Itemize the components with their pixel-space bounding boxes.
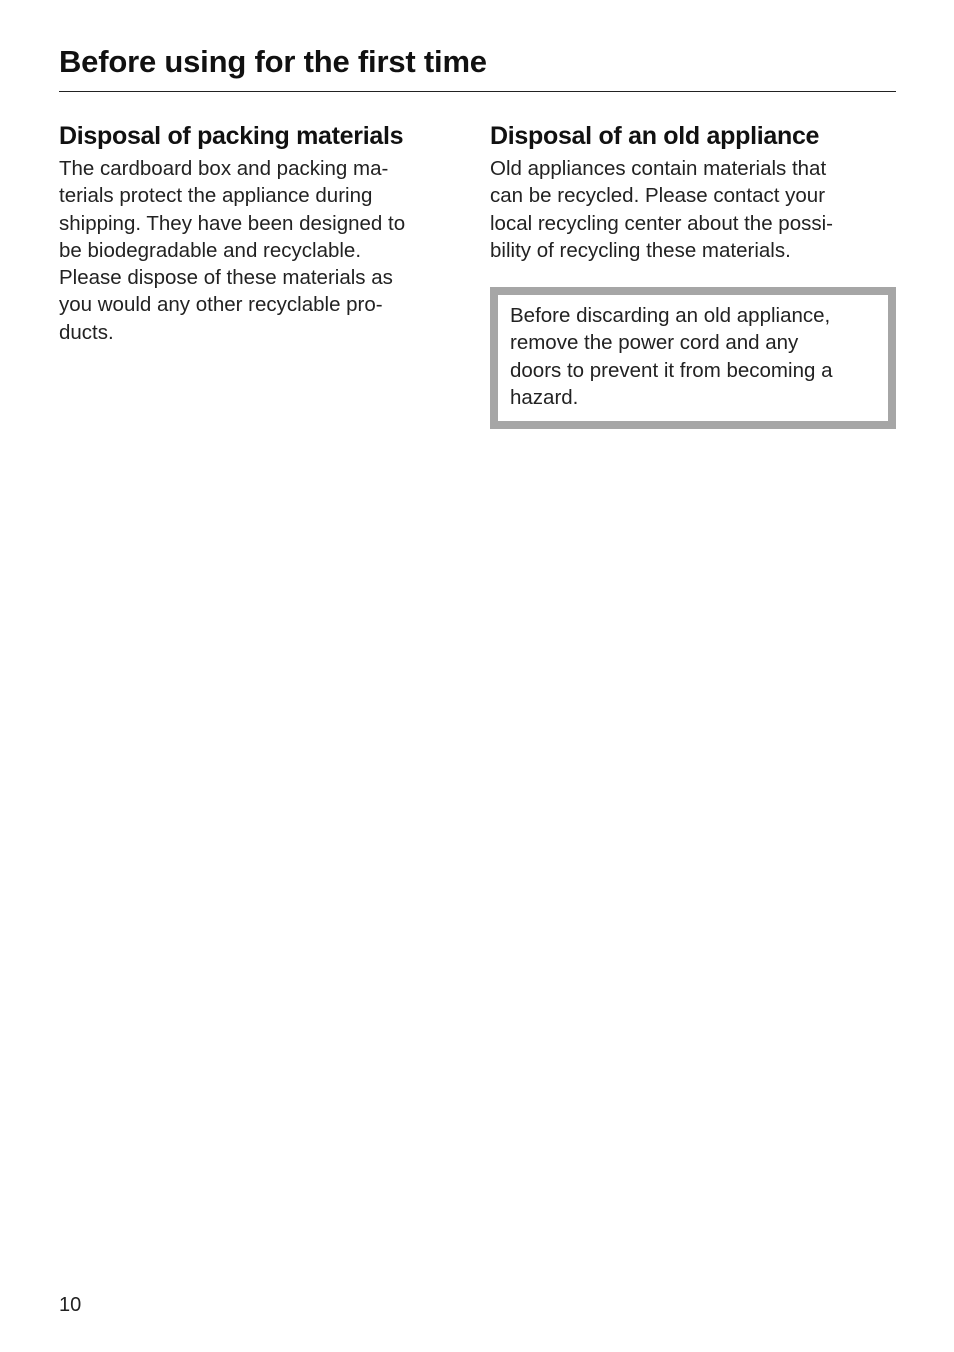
warning-box (490, 287, 896, 429)
old-appliance-section (490, 118, 896, 429)
page-title: Before using for the first time (59, 44, 487, 79)
packing-line: terials protect the appliance during (59, 184, 373, 208)
old-appliance-line: can be recycled. Please contact your (490, 184, 826, 208)
warning-line: hazard. (510, 386, 579, 410)
warning-line: doors to prevent it from becoming a (510, 358, 833, 382)
packing-line: ducts. (59, 320, 114, 344)
title-divider (59, 91, 896, 92)
packing-line: be biodegradable and recyclable. (59, 238, 362, 262)
old-appliance-line: local recycling center about the possi- (490, 211, 833, 235)
warning-line: remove the power cord and any (510, 331, 799, 355)
packing-section (59, 118, 459, 346)
warning-line: Before discarding an old appliance, (510, 304, 831, 328)
packing-paragraph (59, 155, 459, 346)
page-number: 10 (59, 1294, 82, 1316)
packing-line: shipping. They have been designed to (59, 211, 406, 235)
warning-text (510, 302, 878, 411)
packing-line: Please dispose of these materials as (59, 266, 393, 290)
old-appliance-paragraph (490, 155, 896, 264)
packing-heading: Disposal of packing materials (59, 122, 404, 150)
old-appliance-line: Old appliances contain materials that (490, 157, 827, 180)
old-appliance-line: bility of recycling these materials. (490, 238, 791, 262)
packing-line: The cardboard box and packing ma- (59, 157, 389, 180)
packing-line: you would any other recyclable pro- (59, 293, 383, 317)
old-appliance-heading: Disposal of an old appliance (490, 122, 820, 150)
